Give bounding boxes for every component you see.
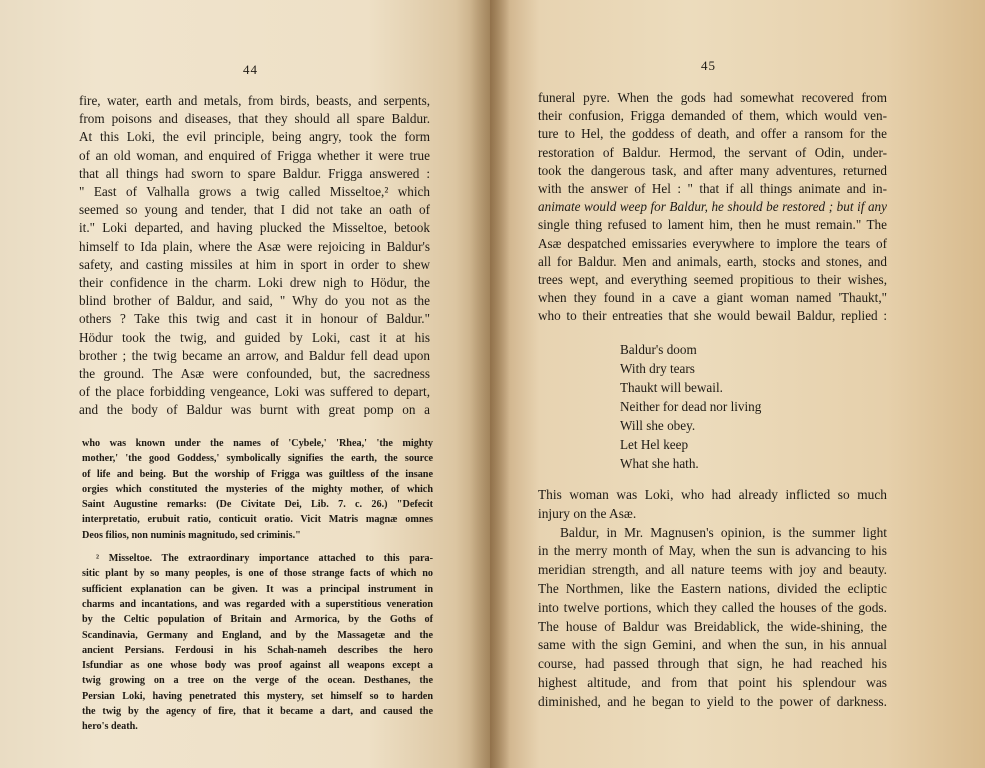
text-line: brother ; the twig became an arrow, and Baldur fell dead upon <box>79 347 430 363</box>
text-line: of the place forbidding vengeance, Loki was suffered to depart, <box>79 384 430 400</box>
text-line: the ground. The Asæ were confounded, but, the sacredness <box>79 366 430 382</box>
main-text-continued <box>538 486 887 712</box>
footnote-line: interpretatio, erubuit ratio, conticuit oratio. Vicit Matris magnæ omnes <box>82 514 433 526</box>
text-line: At this Loki, the evil principle, being angry, took the form <box>79 129 430 145</box>
text-line: that all things had sworn to spare Baldur. Frigga answered : <box>79 165 430 181</box>
text-line: diminished, and he began to yield to the power of darkness. <box>538 693 887 709</box>
text-line: blind brother of Baldur, and said, " Why do you not as the <box>79 293 430 309</box>
text-line: in the merry month of May, when the sun is advancing to his <box>538 543 887 559</box>
footnote-line: Saint Augustine remarks: (De Civitate Dei, Lib. 7. c. 26.) "Defecit <box>82 499 433 511</box>
text-line: with the answer of Hel : " that if all things animate and in- <box>538 181 887 197</box>
text-line: " East of Valhalla grows a twig called Misseltoe,² which <box>79 184 430 200</box>
verse-line: Will she obey. <box>620 418 696 433</box>
left-page <box>0 0 490 768</box>
footnote-line: sufficient explanation can be given. It was a principal instrument in <box>82 583 433 595</box>
main-text <box>79 92 430 420</box>
text-line: of an old woman, and enquired of Frigga whether it were true <box>79 147 430 163</box>
footnote-line: ancient Persians. Ferdousi in his Schah-nameh describes the hero <box>82 644 433 656</box>
footnote-line: Isfundiar as one whose body was proof against all weapons except a <box>82 660 433 672</box>
verse-line: Thaukt will bewail. <box>620 380 723 395</box>
text-line: their confusion, Frigga demanded of them, which would ven- <box>538 108 887 124</box>
text-line: into twelve portions, which they called the houses of the gods. <box>538 599 887 615</box>
footnote-line: who was known under the names of 'Cybele,' 'Rhea,' 'the mighty <box>82 438 433 449</box>
footnote-line: by the Celtic population of Britain and Armorica, by the Goths of <box>82 614 433 626</box>
text-line: single thing refused to lament him, then he must remain." The <box>538 217 887 233</box>
footnote-line: Scandinavia, Germany and England, and by the Massagetæ and the <box>82 629 433 641</box>
text-line: from poisons and diseases, that they should all spare Baldur. <box>79 111 430 127</box>
text-line: took the dangerous task, and after many adventures, returned <box>538 162 887 178</box>
verse <box>620 340 761 473</box>
footnote-line: Persian Loki, having penetrated this mystery, set himself so to harden <box>82 690 433 702</box>
text-line: same with the sign Gemini, and when the sun, in his annual <box>538 637 887 653</box>
text-line: himself to Ida plain, where the Asæ were rejoicing in Baldur's <box>79 238 430 254</box>
footnotes <box>82 436 433 735</box>
footnote-line: ² Misseltoe. The extraordinary importance attached to this para- <box>96 553 433 565</box>
footnote-line: charms and incantations, and was regarded with a superstitious veneration <box>82 598 433 610</box>
text-line: and the body of Baldur was burnt with great pomp on a <box>79 402 430 418</box>
footnote-line: hero's death. <box>82 721 138 733</box>
footnote-line: Deos filios, non numinis magnitudo, sed criminis." <box>82 529 301 541</box>
verse-line: Let Hel keep <box>620 437 689 452</box>
text-line: their confidence in the charm. Loki drew nigh to Hödur, the <box>79 275 430 291</box>
text-line: it." Loki departed, and having plucked the Misseltoe, betook <box>79 220 430 236</box>
footnote-line: mother,' 'the good Goddess,' symbolically signifies the earth, the source <box>82 453 433 465</box>
footnote-line: the twig by the agency of fire, that it became a dart, and caused the <box>82 706 433 718</box>
text-line: Hödur took the twig, and guided by Loki, cast it at his <box>79 329 430 345</box>
verse-line: Neither for dead nor living <box>620 399 762 414</box>
text-line: Asæ despatched emissaries everywhere to implore the tears of <box>538 235 887 251</box>
text-line: Baldur, in Mr. Magnusen's opinion, is the summer light <box>560 524 887 540</box>
text-line: others ? Take this twig and cast it in honour of Baldur." <box>79 311 430 327</box>
text-line: course, had passed through that sign, he had reached his <box>538 656 887 672</box>
footnote-line: sitic plant by so many peoples, is one of those strange facts of which no <box>82 568 433 580</box>
text-line: trees wept, and everything seemed propitious to their wishes, <box>538 272 887 288</box>
text-line: fire, water, earth and metals, from birds, beasts, and serpents, <box>79 93 430 108</box>
text-line: ture to Hel, the goddess of death, and offer a ransom for the <box>538 126 887 142</box>
right-page <box>490 0 985 768</box>
text-line: animate would weep for Baldur, he should be restored ; but if any <box>538 199 887 215</box>
verse-line: What she hath. <box>620 456 699 471</box>
text-line: This woman was Loki, who had already inflicted so much <box>538 487 887 502</box>
text-line: injury on the Asæ. <box>538 505 637 521</box>
text-line: safety, and casting missiles at him in sport in order to shew <box>79 256 430 272</box>
footnote-line: twig growing on a tree on the verge of the ocean. Desthanes, the <box>82 675 433 687</box>
book-gutter <box>470 0 510 768</box>
page-number: 45 <box>701 58 716 73</box>
text-line: all for Baldur. Men and animals, earth, stocks and stones, and <box>538 253 887 269</box>
verse-line: Baldur's doom <box>620 342 697 357</box>
text-line: who to their entreaties that she would bewail Baldur, replied : <box>538 308 887 324</box>
page-number: 44 <box>243 62 258 77</box>
text-line: The Northmen, like the Eastern nations, divided the ecliptic <box>538 580 887 596</box>
text-line: meridian strength, and all nature teems with joy and beauty. <box>538 562 887 578</box>
footnote-line: of life and being. But the worship of Frigga was guiltless of the insane <box>82 468 433 480</box>
text-line: funeral pyre. When the gods had somewhat recovered from <box>538 90 887 105</box>
text-line: The house of Baldur was Breidablick, the wide-shining, the <box>538 618 887 634</box>
footnote-line: orgies which constituted the mysteries of the mighty mother, of which <box>82 483 433 495</box>
main-text <box>538 89 887 326</box>
verse-line: With dry tears <box>620 361 695 376</box>
text-line: when they found in a cave a giant woman named 'Thaukt," <box>538 290 887 306</box>
text-line: restoration of Baldur. Hermod, the servant of Odin, under- <box>538 144 887 160</box>
text-line: seemed so young and tender, that I did not take an oath of <box>79 202 430 218</box>
text-line: highest altitude, and from that point his splendour was <box>538 674 887 690</box>
